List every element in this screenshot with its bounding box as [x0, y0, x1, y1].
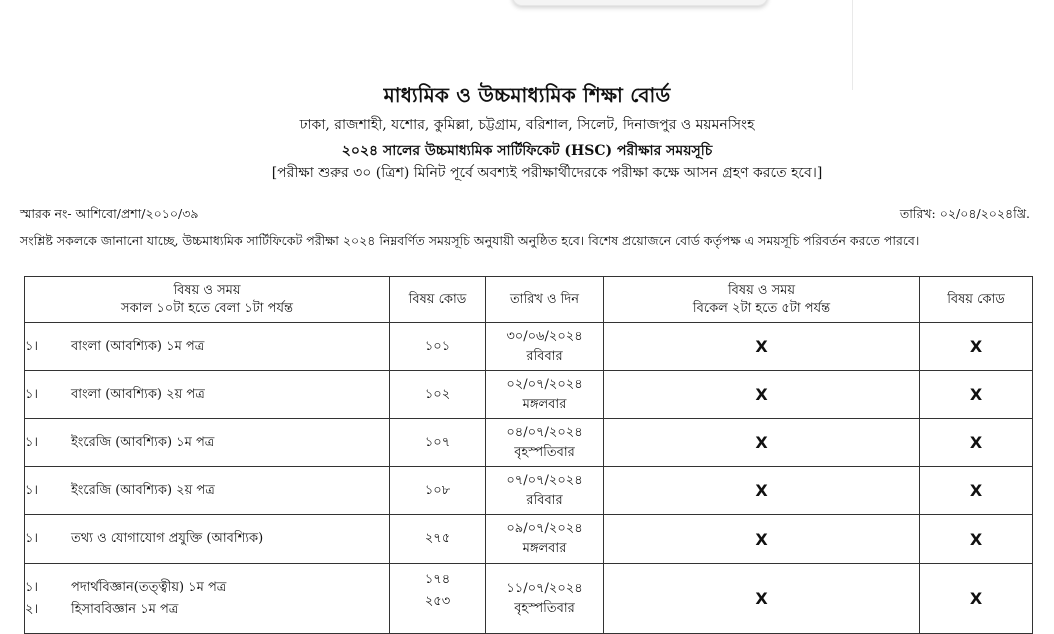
header-date-day: তারিখ ও দিন — [486, 277, 604, 323]
subject-code: ১০২ — [390, 371, 486, 419]
subject-code: ১০৭ — [390, 419, 486, 467]
exam-date: ০৯/০৭/২০২৪ — [506, 521, 583, 536]
serial: ১। — [25, 338, 39, 354]
date-cell — [486, 371, 604, 419]
afternoon-code: X — [920, 564, 1033, 634]
serial: ১। — [25, 579, 39, 595]
subject-name: ইংরেজি (আবশ্যিক) ১ম পত্র — [71, 434, 215, 450]
subject-code: ১০১ — [390, 323, 486, 371]
board-list: ঢাকা, রাজশাহী, যশোর, কুমিল্লা, চট্টগ্রাম, বরিশাল, সিলেট, দিনাজপুর ও ময়মনসিংহ — [299, 117, 755, 133]
table-row — [25, 419, 1033, 467]
subject-code: ২৫৩ — [424, 594, 451, 609]
date-cell — [486, 564, 604, 634]
exam-day: মঙ্গলবার — [522, 396, 567, 412]
schedule-table — [24, 276, 1033, 634]
subject-name: হিসাববিজ্ঞান ১ম পত্র — [71, 601, 179, 617]
table-row — [25, 467, 1033, 515]
subject-name: বাংলা (আবশ্যিক) ১ম পত্র — [71, 338, 205, 354]
document-header — [0, 82, 1054, 184]
header-afternoon-subject: বিষয় ও সময় — [727, 282, 796, 298]
date-cell — [486, 419, 604, 467]
serial: ১। — [25, 482, 39, 498]
subject-name: বাংলা (আবশ্যিক) ২য় পত্র — [71, 386, 205, 402]
exam-day: বৃহস্পতিবার — [514, 600, 575, 616]
afternoon-subject: X — [604, 564, 920, 634]
exam-day: মঙ্গলবার — [522, 541, 567, 556]
exam-day: বৃহস্পতিবার — [514, 444, 575, 460]
header-afternoon-time: বিকেল ২টা হতে ৫টা পর্যন্ত — [692, 300, 831, 316]
afternoon-subject: X — [604, 515, 920, 564]
afternoon-code: X — [920, 419, 1033, 467]
subject-cell — [25, 419, 390, 467]
table-row — [25, 515, 1033, 564]
exam-date: ৩০/০৬/২০২৪ — [506, 328, 583, 344]
header-morning-time: সকাল ১০টা হতে বেলা ১টা পর্যন্ত — [121, 300, 293, 316]
header-morning — [25, 277, 390, 323]
header-morning-subject: বিষয় ও সময় — [173, 282, 241, 298]
date-cell — [486, 515, 604, 564]
subject-cell — [25, 515, 390, 564]
afternoon-code: X — [920, 515, 1033, 564]
subject-code: ১৭৪ — [424, 572, 451, 587]
table-row — [25, 564, 1033, 634]
subject-code-cell — [390, 564, 486, 634]
exam-date: ১১/০৭/২০২৪ — [506, 580, 583, 596]
subject-code: ১০৮ — [390, 467, 486, 515]
afternoon-code: X — [920, 323, 1033, 371]
date-cell — [486, 323, 604, 371]
table-header-row — [25, 277, 1033, 323]
memo-date: তারিখ: ০২/০৪/২০২৪খ্রি. — [899, 206, 1030, 221]
subject-code: ২৭৫ — [390, 515, 486, 564]
serial: ১। — [25, 386, 39, 402]
exam-date: ০৪/০৭/২০২৪ — [506, 424, 583, 440]
exam-date: ০৭/০৭/২০২৪ — [506, 472, 583, 488]
serial: ১। — [25, 531, 39, 546]
exam-day: রবিবার — [526, 492, 563, 508]
exam-date: ০২/০৭/২০২৪ — [506, 376, 583, 392]
exam-note: [পরীক্ষা শুরুর ৩০ (ত্রিশ) মিনিট পূর্বে অবশ্যই পরীক্ষার্থীদেরকে পরীক্ষা কক্ষে আসন গ্রহণ করতে হবে।] — [271, 165, 823, 181]
afternoon-subject: X — [604, 467, 920, 515]
exam-day: রবিবার — [526, 348, 563, 364]
subject-name: তথ্য ও যোগাযোগ প্রযুক্তি (আবশ্যিক) — [71, 531, 264, 546]
subject-cell — [25, 371, 390, 419]
subject-cell — [25, 467, 390, 515]
subject-line — [25, 599, 389, 621]
page-edge-divider — [852, 0, 853, 90]
memo-ref: স্মারক নং- আশিবো/প্রশা/২০১০/৩৯ — [20, 206, 199, 221]
subject-name: ইংরেজি (আবশ্যিক) ২য় পত্র — [71, 482, 215, 498]
subject-cell — [25, 564, 390, 634]
table-row — [25, 371, 1033, 419]
afternoon-subject: X — [604, 419, 920, 467]
afternoon-code: X — [920, 467, 1033, 515]
header-afternoon — [604, 277, 920, 323]
subject-name: পদার্থবিজ্ঞান(তত্ত্বীয়) ১ম পত্র — [71, 579, 227, 595]
table-row — [25, 323, 1033, 371]
subject-cell — [25, 323, 390, 371]
header-code-2: বিষয় কোড — [920, 277, 1033, 323]
notice-text: সংশ্লিষ্ট সকলকে জানানো যাচ্ছে, উচ্চমাধ্যমিক সার্টিফিকেট পরীক্ষা ২০২৪ নিম্নবর্ণিত সময়সূচি অনুযায়ী অনুষ্ঠিত হবে। বিশেষ প্রয়োজনে বোর্ড কর্তৃপক্ষ এ সময়সূচি পরিবর্তন করতে পারবে। — [20, 233, 920, 248]
subject-line — [25, 577, 389, 599]
header-code: বিষয় কোড — [390, 277, 486, 323]
date-cell — [486, 467, 604, 515]
afternoon-subject: X — [604, 323, 920, 371]
afternoon-code: X — [920, 371, 1033, 419]
board-name: মাধ্যমিক ও উচ্চমাধ্যমিক শিক্ষা বোর্ড — [383, 83, 671, 107]
popup-tab — [512, 0, 768, 6]
exam-title: ২০২৪ সালের উচ্চমাধ্যমিক সার্টিফিকেট (HSC) পরীক্ষার সময়সূচি — [341, 143, 713, 159]
serial: ১। — [25, 434, 39, 450]
serial: ২। — [25, 601, 39, 617]
afternoon-subject: X — [604, 371, 920, 419]
